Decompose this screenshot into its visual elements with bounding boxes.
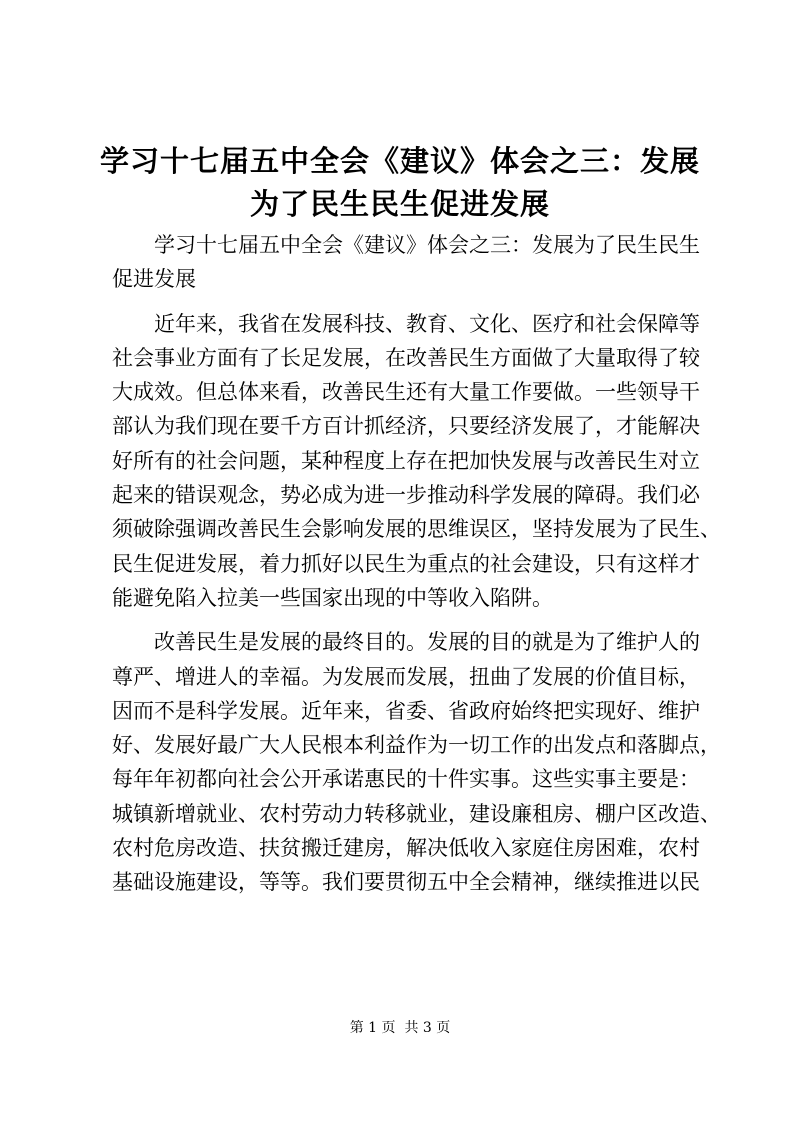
- text-line: 好所有的社会问题，某种程度上存在把加快发展与改善民生对立: [112, 448, 700, 473]
- page-footer: 第 1 页 共 3 页: [349, 1020, 451, 1036]
- text-line: 社会事业方面有了长足发展，在改善民生方面做了大量取得了较: [112, 345, 700, 370]
- text-line: 尊严、增进人的幸福。为发展而发展，扭曲了发展的价值目标，: [112, 664, 700, 689]
- text-line: 改善民生是发展的最终目的。发展的目的就是为了维护人的: [154, 630, 700, 655]
- text-line: 促进发展: [112, 267, 196, 292]
- text-line: 每年年初都向社会公开承诺惠民的十件实事。这些实事主要是：: [112, 767, 700, 792]
- text-line: 民生促进发展，着力抓好以民生为重点的社会建设，只有这样才: [112, 551, 700, 576]
- text-line: 须破除强调改善民生会影响发展的思维误区，坚持发展为了民生、: [112, 517, 721, 542]
- text-line: 因而不是科学发展。近年来，省委、省政府始终把实现好、维护: [112, 698, 700, 723]
- text-line: 部认为我们现在要千方百计抓经济，只要经济发展了，才能解决: [112, 414, 700, 439]
- text-line: 能避免陷入拉美一些国家出现的中等收入陷阱。: [112, 585, 553, 610]
- text-line: 城镇新增就业、农村劳动力转移就业，建设廉租房、棚户区改造、: [112, 801, 721, 826]
- text-line: 起来的错误观念，势必成为进一步推动科学发展的障碍。我们必: [112, 483, 700, 508]
- text-line: 好、发展好最广大人民根本利益作为一切工作的出发点和落脚点，: [112, 733, 721, 758]
- title-line: 学习十七届五中全会《建议》体会之三：发展: [100, 144, 701, 178]
- text-line: 大成效。但总体来看，改善民生还有大量工作要做。一些领导干: [112, 380, 700, 405]
- text-line: 基础设施建设，等等。我们要贯彻五中全会精神，继续推进以民: [112, 870, 700, 895]
- text-line: 农村危房改造、扶贫搬迁建房，解决低收入家庭住房困难，农村: [112, 836, 700, 861]
- text-line: 近年来，我省在发展科技、教育、文化、医疗和社会保障等: [154, 311, 700, 336]
- text-line: 学习十七届五中全会《建议》体会之三：发展为了民生民生: [154, 233, 700, 257]
- document-body: [112, 228, 721, 900]
- paragraph-subtitle: [112, 228, 700, 297]
- paragraph-2: [112, 625, 721, 899]
- paragraph-1: [112, 307, 721, 616]
- document-title: [100, 140, 700, 226]
- title-line: 为了民生民生促进发展: [249, 187, 550, 221]
